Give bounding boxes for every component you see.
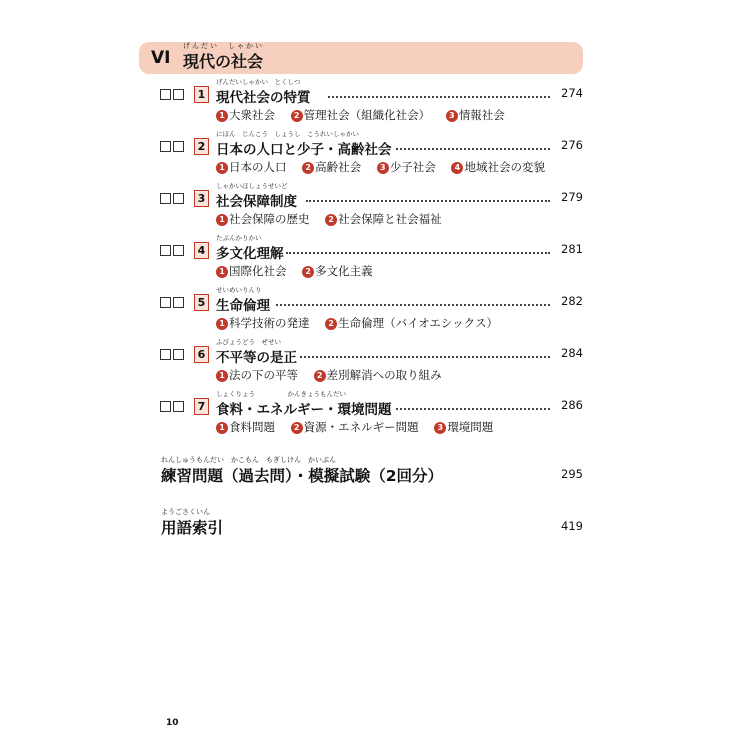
practice-ruby: れんしゅうもんだい かこもん もぎしけん かいぶん xyxy=(161,456,336,464)
number-bullet-icon: 3 xyxy=(377,162,389,174)
checkbox-4a[interactable] xyxy=(160,245,171,256)
entry-page: 279 xyxy=(561,190,583,204)
number-bullet-icon: 1 xyxy=(216,318,228,330)
entry-title: 不平等の是正 xyxy=(216,350,297,366)
dot-leader xyxy=(276,296,550,306)
number-bullet-icon: 2 xyxy=(325,214,337,226)
checkbox-5b[interactable] xyxy=(173,297,184,308)
entry-ruby: ふびょうどう ぜせい xyxy=(216,338,281,346)
number-bullet-icon: 1 xyxy=(216,110,228,122)
subtopic: 2 高齢社会 xyxy=(302,159,361,175)
toc-entry-7[interactable] xyxy=(158,390,583,448)
subtopic: 2 差別解消への取り組み xyxy=(314,367,442,383)
entry-page: 281 xyxy=(561,242,583,256)
number-bullet-icon: 2 xyxy=(291,422,303,434)
dot-leader xyxy=(396,400,550,410)
entry-ruby: たぶんかりかい xyxy=(216,234,262,242)
practice-title[interactable]: 練習問題（過去問）・模擬試験（2回分） xyxy=(161,467,444,485)
subtopic: 4 地域社会の変貌 xyxy=(451,159,545,175)
glossary-ruby: ようごさくいん xyxy=(161,508,210,516)
number-bullet-icon: 2 xyxy=(314,370,326,382)
number-bullet-icon: 3 xyxy=(434,422,446,434)
number-bullet-icon: 1 xyxy=(216,214,228,226)
subtopic: 2 資源・エネルギー問題 xyxy=(291,419,419,435)
entry-ruby: せいめいりんり xyxy=(216,286,262,294)
entry-page: 284 xyxy=(561,346,583,360)
entry-title: 生命倫理 xyxy=(216,298,270,314)
checkbox-1a[interactable] xyxy=(160,89,171,100)
number-bullet-icon: 2 xyxy=(302,162,314,174)
subtopic: 1 国際化社会 xyxy=(216,263,287,279)
entry-subtopics xyxy=(216,263,385,279)
entry-number: 4 xyxy=(194,242,209,259)
entry-ruby: しゃかいほしょうせいど xyxy=(216,182,288,190)
number-bullet-icon: 2 xyxy=(291,110,303,122)
number-bullet-icon: 2 xyxy=(325,318,337,330)
checkbox-3b[interactable] xyxy=(173,193,184,204)
entry-subtopics xyxy=(216,315,510,331)
entry-title: 日本の人口と少子・高齢社会 xyxy=(216,142,392,158)
dot-leader xyxy=(328,88,550,98)
checkbox-6a[interactable] xyxy=(160,349,171,360)
subtopic: 1 日本の人口 xyxy=(216,159,287,175)
entry-subtopics xyxy=(216,159,557,175)
number-bullet-icon: 1 xyxy=(216,422,228,434)
entry-number: 6 xyxy=(194,346,209,363)
checkbox-7b[interactable] xyxy=(173,401,184,412)
entry-ruby: げんだいしゃかい とくしつ xyxy=(216,78,301,86)
entry-number: 7 xyxy=(194,398,209,415)
entry-number: 3 xyxy=(194,190,209,207)
subtopic: 3 少子社会 xyxy=(377,159,436,175)
dot-leader xyxy=(300,348,550,358)
subtopic: 3 情報社会 xyxy=(446,107,505,123)
subtopic: 1 大衆社会 xyxy=(216,107,275,123)
subtopic: 2 管理社会（組織化社会） xyxy=(291,107,431,123)
subtopic: 1 食料問題 xyxy=(216,419,275,435)
subtopic: 2 生命倫理（バイオエシックス） xyxy=(325,315,498,331)
section-numeral: VI xyxy=(151,48,171,68)
subtopic: 1 社会保障の歴史 xyxy=(216,211,310,227)
entry-title: 食料・エネルギー・環境問題 xyxy=(216,402,392,418)
practice-page: 295 xyxy=(561,467,583,481)
entry-ruby: しょくりょう かんきょうもんだい xyxy=(216,390,346,398)
entry-number: 5 xyxy=(194,294,209,311)
subtopic: 1 法の下の平等 xyxy=(216,367,298,383)
section-title: 現代の社会 xyxy=(183,52,264,71)
dot-leader xyxy=(306,192,550,202)
subtopic: 1 科学技術の発達 xyxy=(216,315,310,331)
number-bullet-icon: 3 xyxy=(446,110,458,122)
entry-title: 多文化理解 xyxy=(216,246,284,262)
checkbox-2b[interactable] xyxy=(173,141,184,152)
number-bullet-icon: 2 xyxy=(302,266,314,278)
entry-number: 2 xyxy=(194,138,209,155)
checkbox-7a[interactable] xyxy=(160,401,171,412)
entry-page: 282 xyxy=(561,294,583,308)
checkbox-1b[interactable] xyxy=(173,89,184,100)
checkbox-5a[interactable] xyxy=(160,297,171,308)
number-bullet-icon: 4 xyxy=(451,162,463,174)
dot-leader xyxy=(396,140,550,150)
checkbox-2a[interactable] xyxy=(160,141,171,152)
entry-subtopics xyxy=(216,419,505,435)
dot-leader xyxy=(286,244,550,254)
section-title-ruby: げんだい しゃかい xyxy=(183,42,264,50)
entry-page: 274 xyxy=(561,86,583,100)
glossary-title[interactable]: 用語索引 xyxy=(161,519,224,537)
entry-number: 1 xyxy=(194,86,209,103)
glossary-page: 419 xyxy=(561,519,583,533)
entry-subtopics xyxy=(216,211,454,227)
page-number: 10 xyxy=(166,718,179,728)
entry-page: 276 xyxy=(561,138,583,152)
entry-ruby: にほん じんこう しょうし こうれいしゃかい xyxy=(216,130,359,138)
subtopic: 3 環境問題 xyxy=(434,419,493,435)
number-bullet-icon: 1 xyxy=(216,370,228,382)
entry-subtopics xyxy=(216,367,454,383)
checkbox-3a[interactable] xyxy=(160,193,171,204)
number-bullet-icon: 1 xyxy=(216,162,228,174)
section-header xyxy=(139,42,583,74)
number-bullet-icon: 1 xyxy=(216,266,228,278)
entry-page: 286 xyxy=(561,398,583,412)
entry-subtopics xyxy=(216,107,517,123)
checkbox-6b[interactable] xyxy=(173,349,184,360)
subtopic: 2 社会保障と社会福祉 xyxy=(325,211,442,227)
subtopic: 2 多文化主義 xyxy=(302,263,373,279)
entry-title: 社会保障制度 xyxy=(216,194,297,210)
entry-title: 現代社会の特質 xyxy=(216,90,311,106)
checkbox-4b[interactable] xyxy=(173,245,184,256)
